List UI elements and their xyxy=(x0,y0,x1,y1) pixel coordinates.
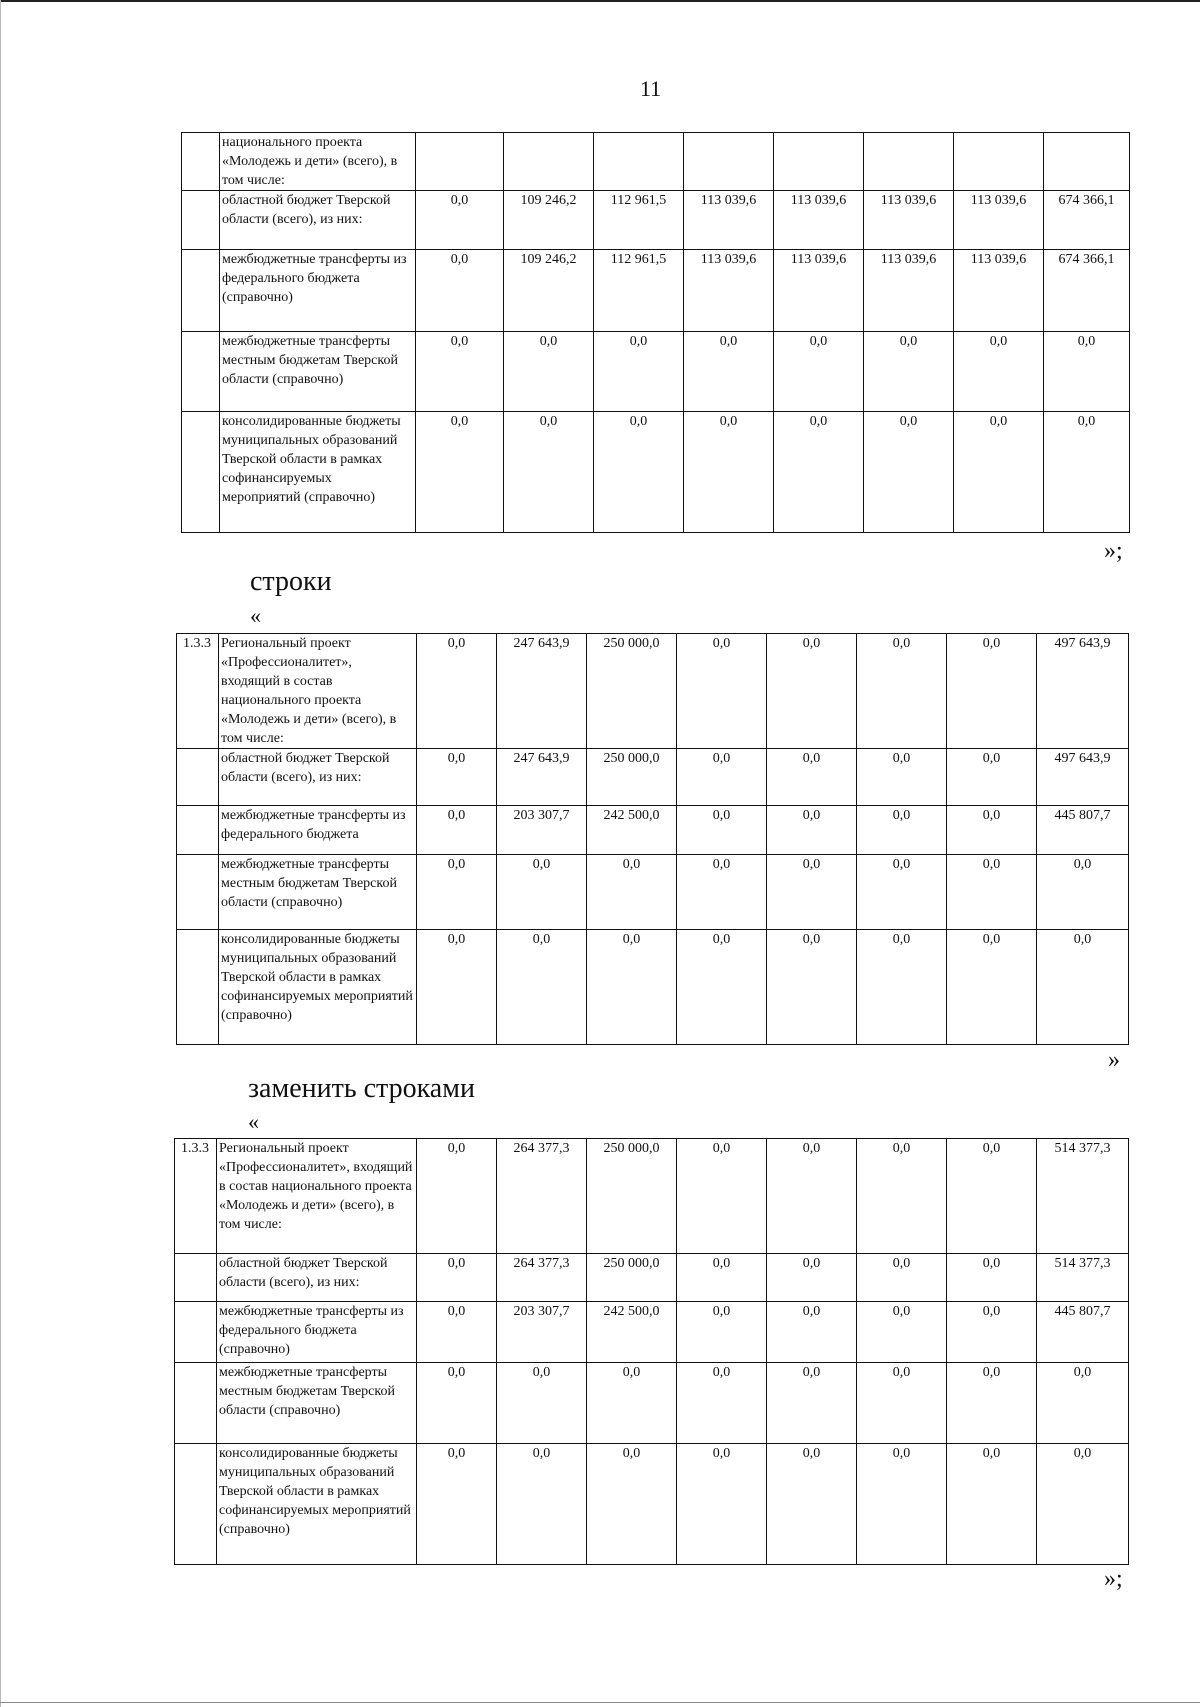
budget-table-new-rows xyxy=(174,1138,1129,1565)
value-cell: 0,0 xyxy=(857,634,947,749)
value-cell: 0,0 xyxy=(417,1444,497,1565)
value-cell: 0,0 xyxy=(417,1254,497,1302)
value-cell: 0,0 xyxy=(684,412,774,533)
value-cell: 0,0 xyxy=(864,412,954,533)
table-row xyxy=(182,250,1130,332)
value-cell: 0,0 xyxy=(767,1363,857,1444)
value-cell: 113 039,6 xyxy=(864,191,954,250)
instruction-word-replace: заменить строками xyxy=(248,1073,475,1104)
row-name: Региональный проект «Профессионалитет», входящий в состав национального проекта «Молодежь и дети» (всего), в том числе: xyxy=(217,1139,417,1254)
row-code xyxy=(182,133,220,191)
value-cell: 0,0 xyxy=(767,749,857,806)
value-cell: 0,0 xyxy=(857,855,947,930)
value-cell: 0,0 xyxy=(767,1139,857,1254)
row-code xyxy=(182,250,220,332)
row-code: 1.3.3 xyxy=(177,634,219,749)
value-cell: 0,0 xyxy=(677,930,767,1045)
table-row xyxy=(182,332,1130,412)
value-cell: 109 246,2 xyxy=(504,250,594,332)
value-cell: 514 377,3 xyxy=(1037,1254,1129,1302)
value-cell: 0,0 xyxy=(677,1363,767,1444)
value-cell: 0,0 xyxy=(947,1444,1037,1565)
row-code xyxy=(175,1444,217,1565)
value-cell xyxy=(504,133,594,191)
value-cell: 0,0 xyxy=(947,634,1037,749)
row-name: областной бюджет Тверской области (всего), из них: xyxy=(217,1254,417,1302)
value-cell: 0,0 xyxy=(1037,1363,1129,1444)
value-cell: 0,0 xyxy=(594,412,684,533)
value-cell: 0,0 xyxy=(857,806,947,855)
budget-table-old-rows xyxy=(176,633,1129,1045)
value-cell: 0,0 xyxy=(947,1302,1037,1363)
value-cell: 0,0 xyxy=(857,930,947,1045)
value-cell: 247 643,9 xyxy=(497,749,587,806)
row-code xyxy=(175,1302,217,1363)
row-name: межбюджетные трансферты местным бюджетам Тверской области (справочно) xyxy=(220,332,416,412)
opening-quote: « xyxy=(248,1109,259,1134)
value-cell: 0,0 xyxy=(1044,412,1130,533)
value-cell: 0,0 xyxy=(857,1363,947,1444)
table-row xyxy=(175,1139,1129,1254)
closing-quote: »; xyxy=(1104,538,1123,564)
value-cell: 250 000,0 xyxy=(587,634,677,749)
value-cell: 0,0 xyxy=(857,1254,947,1302)
row-code xyxy=(182,412,220,533)
value-cell: 0,0 xyxy=(497,1363,587,1444)
value-cell: 514 377,3 xyxy=(1037,1139,1129,1254)
value-cell: 0,0 xyxy=(587,855,677,930)
value-cell: 0,0 xyxy=(947,749,1037,806)
table-row xyxy=(182,191,1130,250)
table-row xyxy=(175,1444,1129,1565)
row-code xyxy=(177,855,219,930)
closing-quote: » xyxy=(1108,1047,1120,1073)
value-cell: 0,0 xyxy=(767,930,857,1045)
value-cell: 0,0 xyxy=(767,1444,857,1565)
value-cell: 0,0 xyxy=(857,1139,947,1254)
value-cell: 0,0 xyxy=(947,1363,1037,1444)
value-cell: 0,0 xyxy=(677,1254,767,1302)
value-cell xyxy=(684,133,774,191)
value-cell: 0,0 xyxy=(416,250,504,332)
value-cell: 0,0 xyxy=(947,1254,1037,1302)
value-cell: 113 039,6 xyxy=(684,250,774,332)
value-cell: 247 643,9 xyxy=(497,634,587,749)
page-bottom-border xyxy=(0,1702,1200,1703)
row-name: Региональный проект «Профессионалитет», входящий в состав национального проекта «Молодежь и дети» (всего), в том числе: xyxy=(219,634,417,749)
page-top-border xyxy=(0,0,1200,2)
value-cell: 109 246,2 xyxy=(504,191,594,250)
row-code xyxy=(177,749,219,806)
value-cell: 0,0 xyxy=(587,1363,677,1444)
value-cell: 0,0 xyxy=(594,332,684,412)
value-cell: 242 500,0 xyxy=(587,1302,677,1363)
value-cell: 0,0 xyxy=(947,806,1037,855)
value-cell: 113 039,6 xyxy=(954,191,1044,250)
value-cell: 113 039,6 xyxy=(954,250,1044,332)
value-cell xyxy=(954,133,1044,191)
value-cell: 264 377,3 xyxy=(497,1139,587,1254)
value-cell: 0,0 xyxy=(417,1363,497,1444)
table-row xyxy=(175,1254,1129,1302)
value-cell: 497 643,9 xyxy=(1037,749,1129,806)
value-cell: 0,0 xyxy=(677,1139,767,1254)
opening-quote: « xyxy=(250,603,261,628)
page-left-border xyxy=(0,0,1,1707)
row-name: национального проекта «Молодежь и дети» (всего), в том числе: xyxy=(220,133,416,191)
value-cell: 0,0 xyxy=(417,749,497,806)
page-number: 11 xyxy=(640,76,662,101)
value-cell: 0,0 xyxy=(767,806,857,855)
value-cell: 0,0 xyxy=(774,412,864,533)
value-cell: 0,0 xyxy=(767,1254,857,1302)
value-cell: 0,0 xyxy=(417,930,497,1045)
value-cell: 0,0 xyxy=(497,855,587,930)
value-cell: 113 039,6 xyxy=(774,250,864,332)
value-cell: 0,0 xyxy=(1037,1444,1129,1565)
value-cell: 0,0 xyxy=(417,1302,497,1363)
row-code xyxy=(177,806,219,855)
instruction-word-rows: строки xyxy=(250,566,332,597)
row-name: областной бюджет Тверской области (всего), из них: xyxy=(219,749,417,806)
value-cell: 113 039,6 xyxy=(684,191,774,250)
value-cell: 0,0 xyxy=(504,332,594,412)
value-cell xyxy=(774,133,864,191)
table-row xyxy=(177,749,1129,806)
value-cell: 497 643,9 xyxy=(1037,634,1129,749)
value-cell: 0,0 xyxy=(767,855,857,930)
value-cell: 0,0 xyxy=(947,1139,1037,1254)
row-name: межбюджетные трансферты местным бюджетам Тверской области (справочно) xyxy=(219,855,417,930)
closing-quote: »; xyxy=(1104,1566,1123,1592)
row-code xyxy=(175,1254,217,1302)
value-cell: 0,0 xyxy=(774,332,864,412)
value-cell xyxy=(416,133,504,191)
value-cell: 0,0 xyxy=(417,806,497,855)
value-cell: 264 377,3 xyxy=(497,1254,587,1302)
value-cell: 0,0 xyxy=(504,412,594,533)
table-row xyxy=(177,855,1129,930)
value-cell: 0,0 xyxy=(684,332,774,412)
table-row xyxy=(175,1302,1129,1363)
value-cell: 0,0 xyxy=(416,412,504,533)
row-name: межбюджетные трансферты из федерального бюджета xyxy=(219,806,417,855)
value-cell: 0,0 xyxy=(857,1444,947,1565)
row-code xyxy=(182,191,220,250)
value-cell: 203 307,7 xyxy=(497,1302,587,1363)
value-cell: 0,0 xyxy=(864,332,954,412)
value-cell: 0,0 xyxy=(677,1444,767,1565)
value-cell: 0,0 xyxy=(1044,332,1130,412)
value-cell: 203 307,7 xyxy=(497,806,587,855)
value-cell: 0,0 xyxy=(1037,930,1129,1045)
row-code xyxy=(177,930,219,1045)
value-cell: 250 000,0 xyxy=(587,1139,677,1254)
value-cell: 0,0 xyxy=(677,634,767,749)
table-row xyxy=(182,412,1130,533)
value-cell: 0,0 xyxy=(954,332,1044,412)
row-name: консолидированные бюджеты муниципальных образований Тверской области в рамках софинансируемых мероприятий (справочно) xyxy=(219,930,417,1045)
table-row xyxy=(177,930,1129,1045)
value-cell: 0,0 xyxy=(677,749,767,806)
value-cell: 0,0 xyxy=(947,855,1037,930)
value-cell: 0,0 xyxy=(954,412,1044,533)
value-cell: 112 961,5 xyxy=(594,191,684,250)
value-cell: 0,0 xyxy=(497,1444,587,1565)
value-cell: 0,0 xyxy=(857,749,947,806)
value-cell: 445 807,7 xyxy=(1037,1302,1129,1363)
value-cell: 113 039,6 xyxy=(864,250,954,332)
row-name: межбюджетные трансферты из федерального бюджета (справочно) xyxy=(220,250,416,332)
value-cell: 0,0 xyxy=(417,855,497,930)
value-cell: 0,0 xyxy=(857,1302,947,1363)
value-cell xyxy=(1044,133,1130,191)
value-cell: 0,0 xyxy=(416,191,504,250)
value-cell: 113 039,6 xyxy=(774,191,864,250)
value-cell: 0,0 xyxy=(587,930,677,1045)
value-cell: 0,0 xyxy=(416,332,504,412)
value-cell: 0,0 xyxy=(1037,855,1129,930)
row-code xyxy=(175,1363,217,1444)
row-name: межбюджетные трансферты местным бюджетам Тверской области (справочно) xyxy=(217,1363,417,1444)
value-cell: 674 366,1 xyxy=(1044,191,1130,250)
value-cell: 112 961,5 xyxy=(594,250,684,332)
value-cell xyxy=(864,133,954,191)
value-cell: 0,0 xyxy=(417,634,497,749)
value-cell: 0,0 xyxy=(417,1139,497,1254)
value-cell: 0,0 xyxy=(677,1302,767,1363)
value-cell: 0,0 xyxy=(767,634,857,749)
budget-table-continued xyxy=(181,132,1130,533)
row-code xyxy=(182,332,220,412)
value-cell: 250 000,0 xyxy=(587,1254,677,1302)
table-row xyxy=(177,634,1129,749)
row-name: межбюджетные трансферты из федерального бюджета (справочно) xyxy=(217,1302,417,1363)
row-name: областной бюджет Тверской области (всего), из них: xyxy=(220,191,416,250)
table-row xyxy=(175,1363,1129,1444)
value-cell: 250 000,0 xyxy=(587,749,677,806)
row-code: 1.3.3 xyxy=(175,1139,217,1254)
value-cell: 0,0 xyxy=(947,930,1037,1045)
value-cell: 0,0 xyxy=(587,1444,677,1565)
value-cell: 242 500,0 xyxy=(587,806,677,855)
value-cell: 445 807,7 xyxy=(1037,806,1129,855)
value-cell: 674 366,1 xyxy=(1044,250,1130,332)
value-cell: 0,0 xyxy=(767,1302,857,1363)
value-cell: 0,0 xyxy=(677,855,767,930)
row-name: консолидированные бюджеты муниципальных образований Тверской области в рамках софинансируемых мероприятий (справочно) xyxy=(220,412,416,533)
table-row xyxy=(182,133,1130,191)
value-cell xyxy=(594,133,684,191)
row-name: консолидированные бюджеты муниципальных образований Тверской области в рамках софинансируемых мероприятий (справочно) xyxy=(217,1444,417,1565)
value-cell: 0,0 xyxy=(677,806,767,855)
table-row xyxy=(177,806,1129,855)
value-cell: 0,0 xyxy=(497,930,587,1045)
